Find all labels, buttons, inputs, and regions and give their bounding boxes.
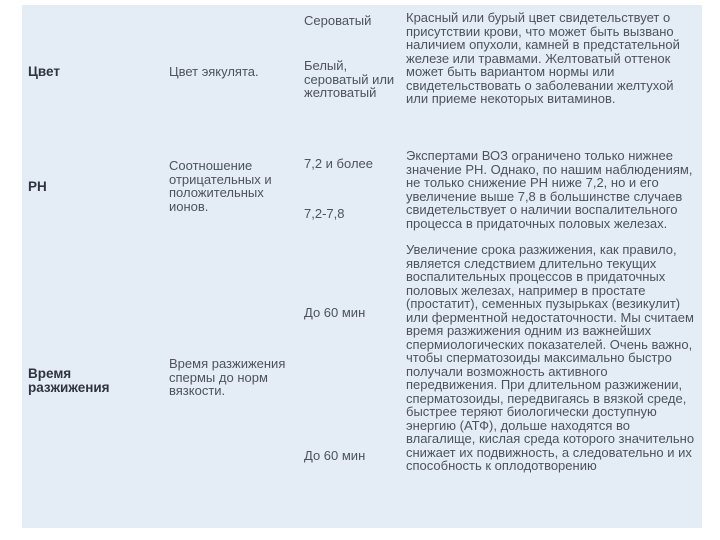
description-ph: Соотношение отрицательных и положительных ионов. [169,158,272,214]
description-liquefaction: Время разжижения спермы до норм вязкости. [169,356,286,398]
cell-value-color-1 [298,5,398,47]
value-liquefaction-2: До 60 мин [304,448,366,463]
cell-description-color [164,5,296,145]
cell-value-color-2 [298,49,398,145]
cell-description-ph [164,147,296,237]
value-liquefaction-1: До 60 мин [304,305,366,320]
cell-comment-color [400,5,702,145]
value-color-2: Белый, сероватый или желтоватый [304,58,395,100]
comment-liquefaction: Увеличение срока разжижения, как правило, является следствием длительно текущих воспалительных процессов в придаточных половых железах, например в простате (простатит), семенных пузырьках (везикулит) или ферментной недостаточности. Мы считаем время разжижения одним из важнейших спермиологических показателей. Очень важно, чтобы сперматозоиды максимально быстро получали возможность активного передвижения. При длительном разжижении, сперматозоиды, передвигаясь в вязкой среде, быстрее теряют биологически доступную энергию (АТФ), дольше находятся во влагалище, кислая среда которого значительно снижает их подвижность, а следовательно и их способность к оплодотворению [406,242,695,473]
cell-parameter-ph [22,147,162,237]
cell-parameter-color [22,5,162,145]
cell-value-liquefaction-2 [298,381,398,528]
value-ph-2: 7,2-7,8 [304,206,345,221]
cell-description-liquefaction [164,239,296,528]
parameter-ph-label: PH [28,179,47,194]
cell-comment-liquefaction [400,239,702,528]
parameter-liquefaction-label: Время разжижения [28,366,110,395]
cell-value-ph-2 [298,191,398,237]
cell-comment-ph [400,147,702,237]
parameter-color-label: Цвет [28,64,60,79]
value-ph-1: 7,2 и более [304,156,373,171]
cell-value-ph-1 [298,147,398,189]
cell-parameter-liquefaction [22,239,162,528]
value-color-1: Сероватый [304,13,372,28]
comment-color: Красный или бурый цвет свидетельствует о присутствии крови, что может быть вызвано наличием опухоли, камней в предстательной железе или травмами. Желтоватый оттенок может быть вариантом нормы или свидетельствовать о заболевании желтухой или приеме некоторых витаминов. [406,10,680,106]
sperm-analysis-table [22,5,702,528]
comment-ph: Экспертами ВОЗ ограничено только нижнее значение PH. Однако, по нашим наблюдениям, не только снижение PH ниже 7,2, но и его увеличение выше 7,8 в большинстве случаев свидетельствует о наличии воспалительного процесса в придаточных половых железах. [406,148,693,231]
description-color: Цвет эякулята. [169,64,259,79]
cell-value-liquefaction-1 [298,239,398,379]
